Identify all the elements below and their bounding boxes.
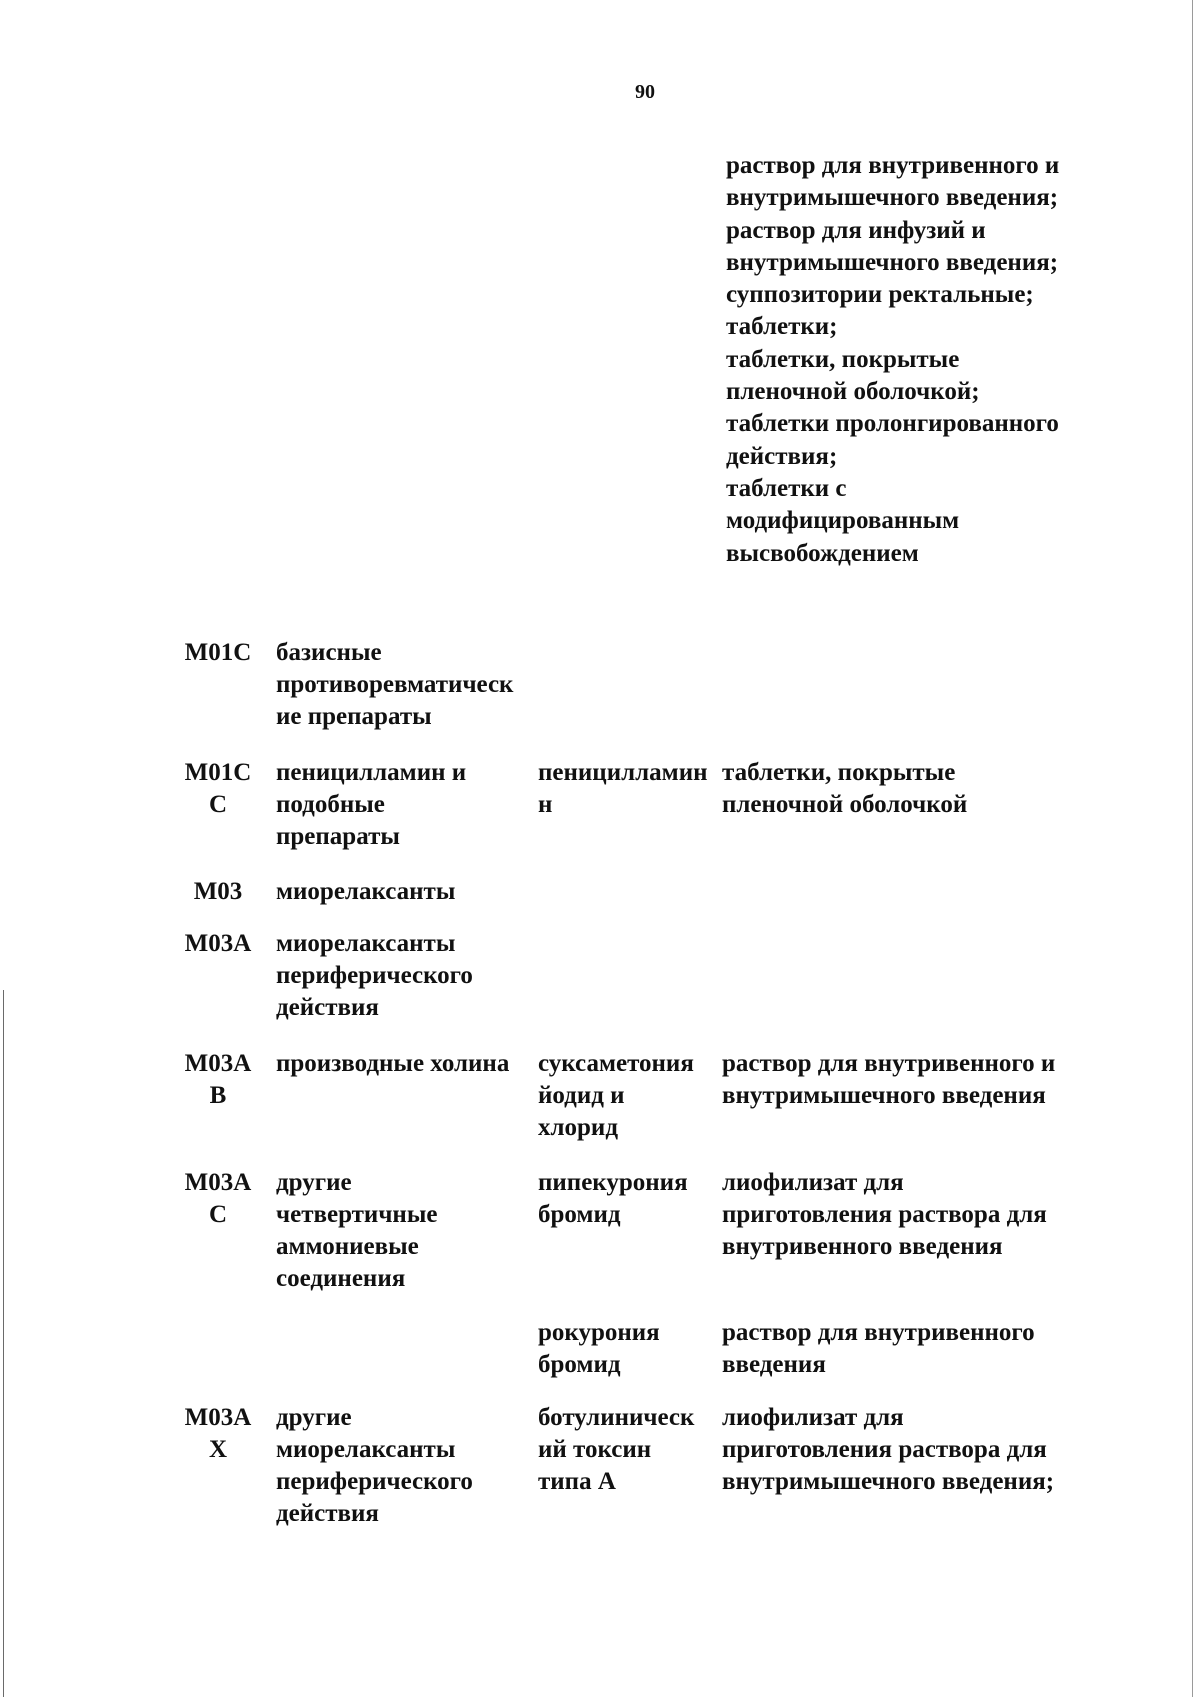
table-row	[0, 1317, 1200, 1402]
table-row	[0, 637, 1200, 757]
atc-code: M03A C	[184, 1169, 252, 1228]
anatomical-therapeutic-group: миорелаксанты периферического действия	[276, 930, 473, 1021]
atc-code: M03A B	[184, 1050, 252, 1109]
atc-code: M03	[193, 878, 243, 905]
page-number: 90	[635, 81, 655, 103]
atc-code: M01C	[184, 639, 252, 666]
dosage-form-line: таблетки, покрытые	[726, 345, 960, 373]
table-row	[0, 1048, 1200, 1167]
drug-classification-table	[0, 637, 1200, 1532]
dosage-form: раствор для внутривенного введения	[722, 1319, 1035, 1378]
dosage-form-line: суппозитории ректальные;	[726, 281, 1034, 309]
dosage-form: раствор для внутривенного и внутримышечного введения	[722, 1050, 1056, 1109]
atc-code: M01C C	[184, 759, 252, 818]
drug-name: пеницилламин н	[538, 759, 708, 818]
anatomical-therapeutic-group: другие миорелаксанты периферического действия	[276, 1404, 473, 1527]
drug-name: пипекурония бромид	[538, 1169, 688, 1228]
table-row	[0, 757, 1200, 876]
dosage-form-line: внутримышечного введения;	[726, 248, 1059, 276]
atc-code: M03A X	[184, 1404, 252, 1463]
drug-name: суксаметония йодид и хлорид	[538, 1050, 694, 1141]
anatomical-therapeutic-group: базисные противоревматическ ие препараты	[276, 639, 514, 730]
dosage-form-line: модифицированным	[726, 507, 960, 535]
dosage-form: лиофилизат для приготовления раствора для внутримышечного введения;	[722, 1404, 1055, 1495]
anatomical-therapeutic-group: другие четвертичные аммониевые соединения	[276, 1169, 438, 1292]
dosage-form-line: внутримышечного введения;	[726, 184, 1059, 212]
dosage-form-line: таблетки с	[726, 474, 847, 502]
table-row	[0, 1167, 1200, 1317]
anatomical-therapeutic-group: пеницилламин и подобные препараты	[276, 759, 467, 850]
drug-name: рокурония бромид	[538, 1319, 660, 1378]
dosage-form-line: действия;	[726, 442, 838, 470]
table-row	[0, 1402, 1200, 1532]
dosage-form: таблетки, покрытые пленочной оболочкой	[722, 759, 968, 818]
drug-name: ботулиническ ий токсин типа А	[538, 1404, 695, 1495]
dosage-form-line: пленочной оболочкой;	[726, 378, 980, 406]
dosage-forms-continuation	[726, 150, 1146, 570]
dosage-form-line: раствор для инфузий и	[726, 216, 986, 244]
anatomical-therapeutic-group: миорелаксанты	[276, 878, 456, 905]
dosage-form-line: таблетки пролонгированного	[726, 410, 1059, 438]
anatomical-therapeutic-group: производные холина	[276, 1050, 510, 1077]
dosage-form-line: таблетки;	[726, 313, 838, 341]
dosage-form-line: высвобождением	[726, 539, 919, 567]
table-row	[0, 928, 1200, 1048]
table-row	[0, 876, 1200, 928]
dosage-form-line: раствор для внутривенного и	[726, 152, 1060, 179]
atc-code: M03A	[184, 930, 252, 957]
dosage-form: лиофилизат для приготовления раствора для внутривенного введения	[722, 1169, 1047, 1260]
